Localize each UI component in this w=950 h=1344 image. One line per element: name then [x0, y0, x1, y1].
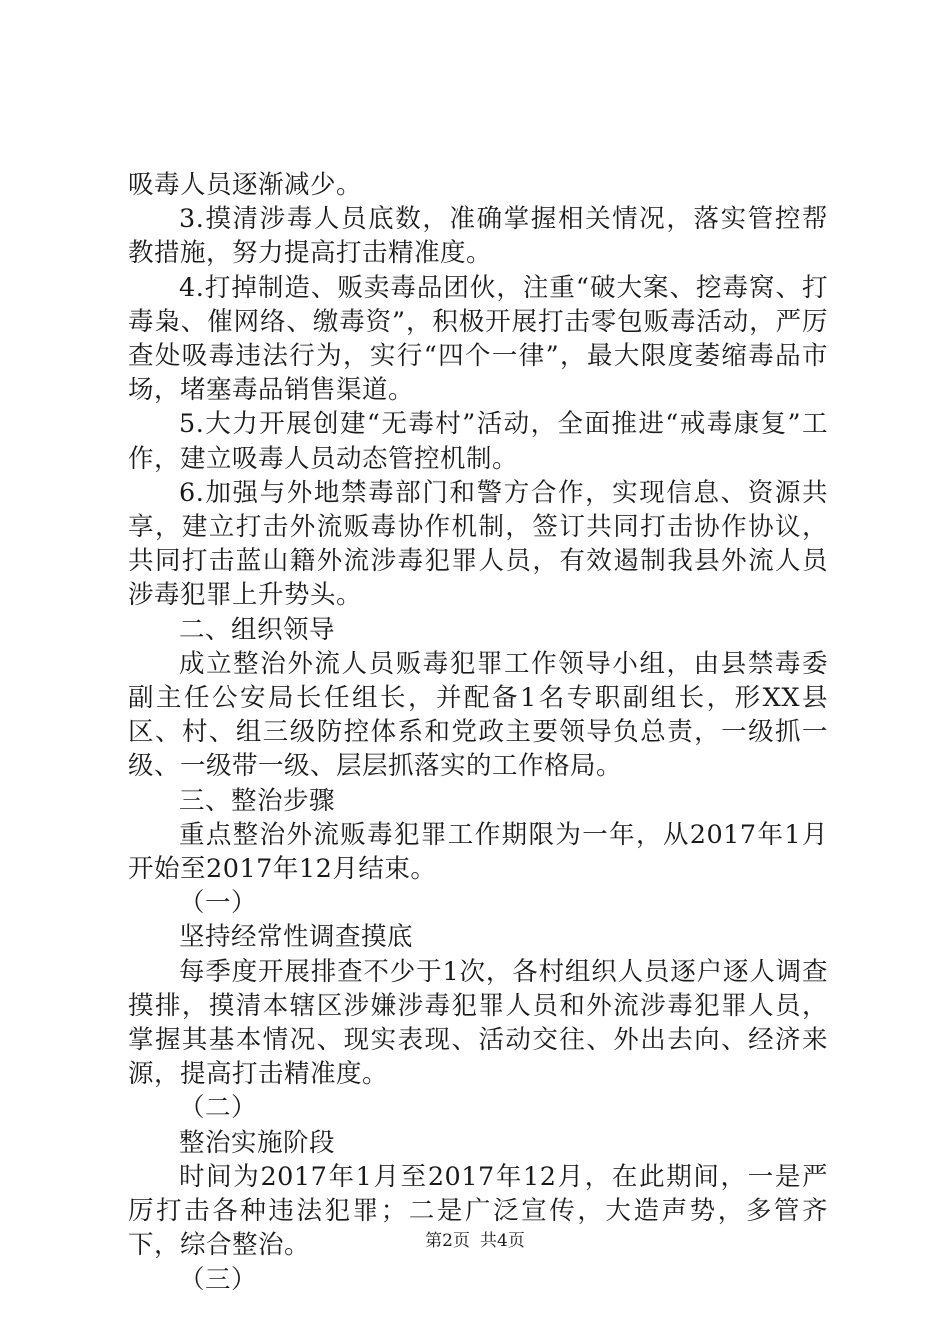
paragraph: 吸毒人员逐渐减少。: [128, 170, 363, 200]
paragraph: 5.大力开展创建“无毒村”活动，全面推进“戒毒康复”工作，建立吸毒人员动态管控机制。: [128, 409, 828, 474]
page-total: 共4页: [480, 1231, 525, 1251]
paragraph: 4.打掉制造、贩卖毒品团伙，注重“破大案、挖毒窝、打毒枭、催网络、缴毒资”，积极开展打击零包贩毒活动，严厉查处吸毒违法行为，实行“四个一律”，最大限度萎缩毒品市场，堵塞毒品销售渠道。: [128, 272, 828, 406]
section-heading: 二、组织领导: [179, 614, 336, 645]
subsection-title: 坚持经常性调查摸底: [179, 922, 414, 953]
subsection-number: （三）: [179, 1264, 258, 1295]
paragraph: 成立整治外流人员贩毒犯罪工作领导小组，由县禁毒委副主任公安局长任组长，并配备1名专职副组长，形XX县区、村、组三级防控体系和党政主要领导负总责，一级抓一级、一级带一级、层层抓落实的工作格局。: [128, 648, 828, 782]
paragraph: 每季度开展排查不少于1次，各村组织人员逐户逐人调查摸排，摸清本辖区涉嫌涉毒犯罪人员和外流涉毒犯罪人员，掌握其基本情况、现实表现、活动交往、外出去向、经济来源，提高打击精准度。: [128, 956, 828, 1090]
section-heading: 三、整治步骤: [179, 785, 336, 816]
document-body: [128, 168, 828, 1297]
subsection-title: 整治实施阶段: [179, 1127, 336, 1158]
paragraph: 重点整治外流贩毒犯罪工作期限为一年，从2017年1月开始至2017年12月结束。: [128, 819, 828, 885]
page-number: 第2页: [425, 1231, 470, 1251]
page-footer: [0, 1226, 950, 1251]
paragraph: 时间为2017年1月至2017年12月，在此期间，一是严厉打击各种违法犯罪；二是广泛宣传，大造声势，多管齐下，综合整治。: [128, 1161, 828, 1261]
subsection-number: （一）: [179, 888, 258, 919]
paragraph: 6.加强与外地禁毒部门和警方合作，实现信息、资源共享，建立打击外流贩毒协作机制，签订共同打击协作协议，共同打击蓝山籍外流涉毒犯罪人员，有效遏制我县外流人员涉毒犯罪上升势头。: [128, 477, 828, 611]
subsection-number: （二）: [179, 1093, 258, 1124]
paragraph: 3.摸清涉毒人员底数，准确掌握相关情况，落实管控帮教措施，努力提高打击精准度。: [128, 204, 828, 269]
